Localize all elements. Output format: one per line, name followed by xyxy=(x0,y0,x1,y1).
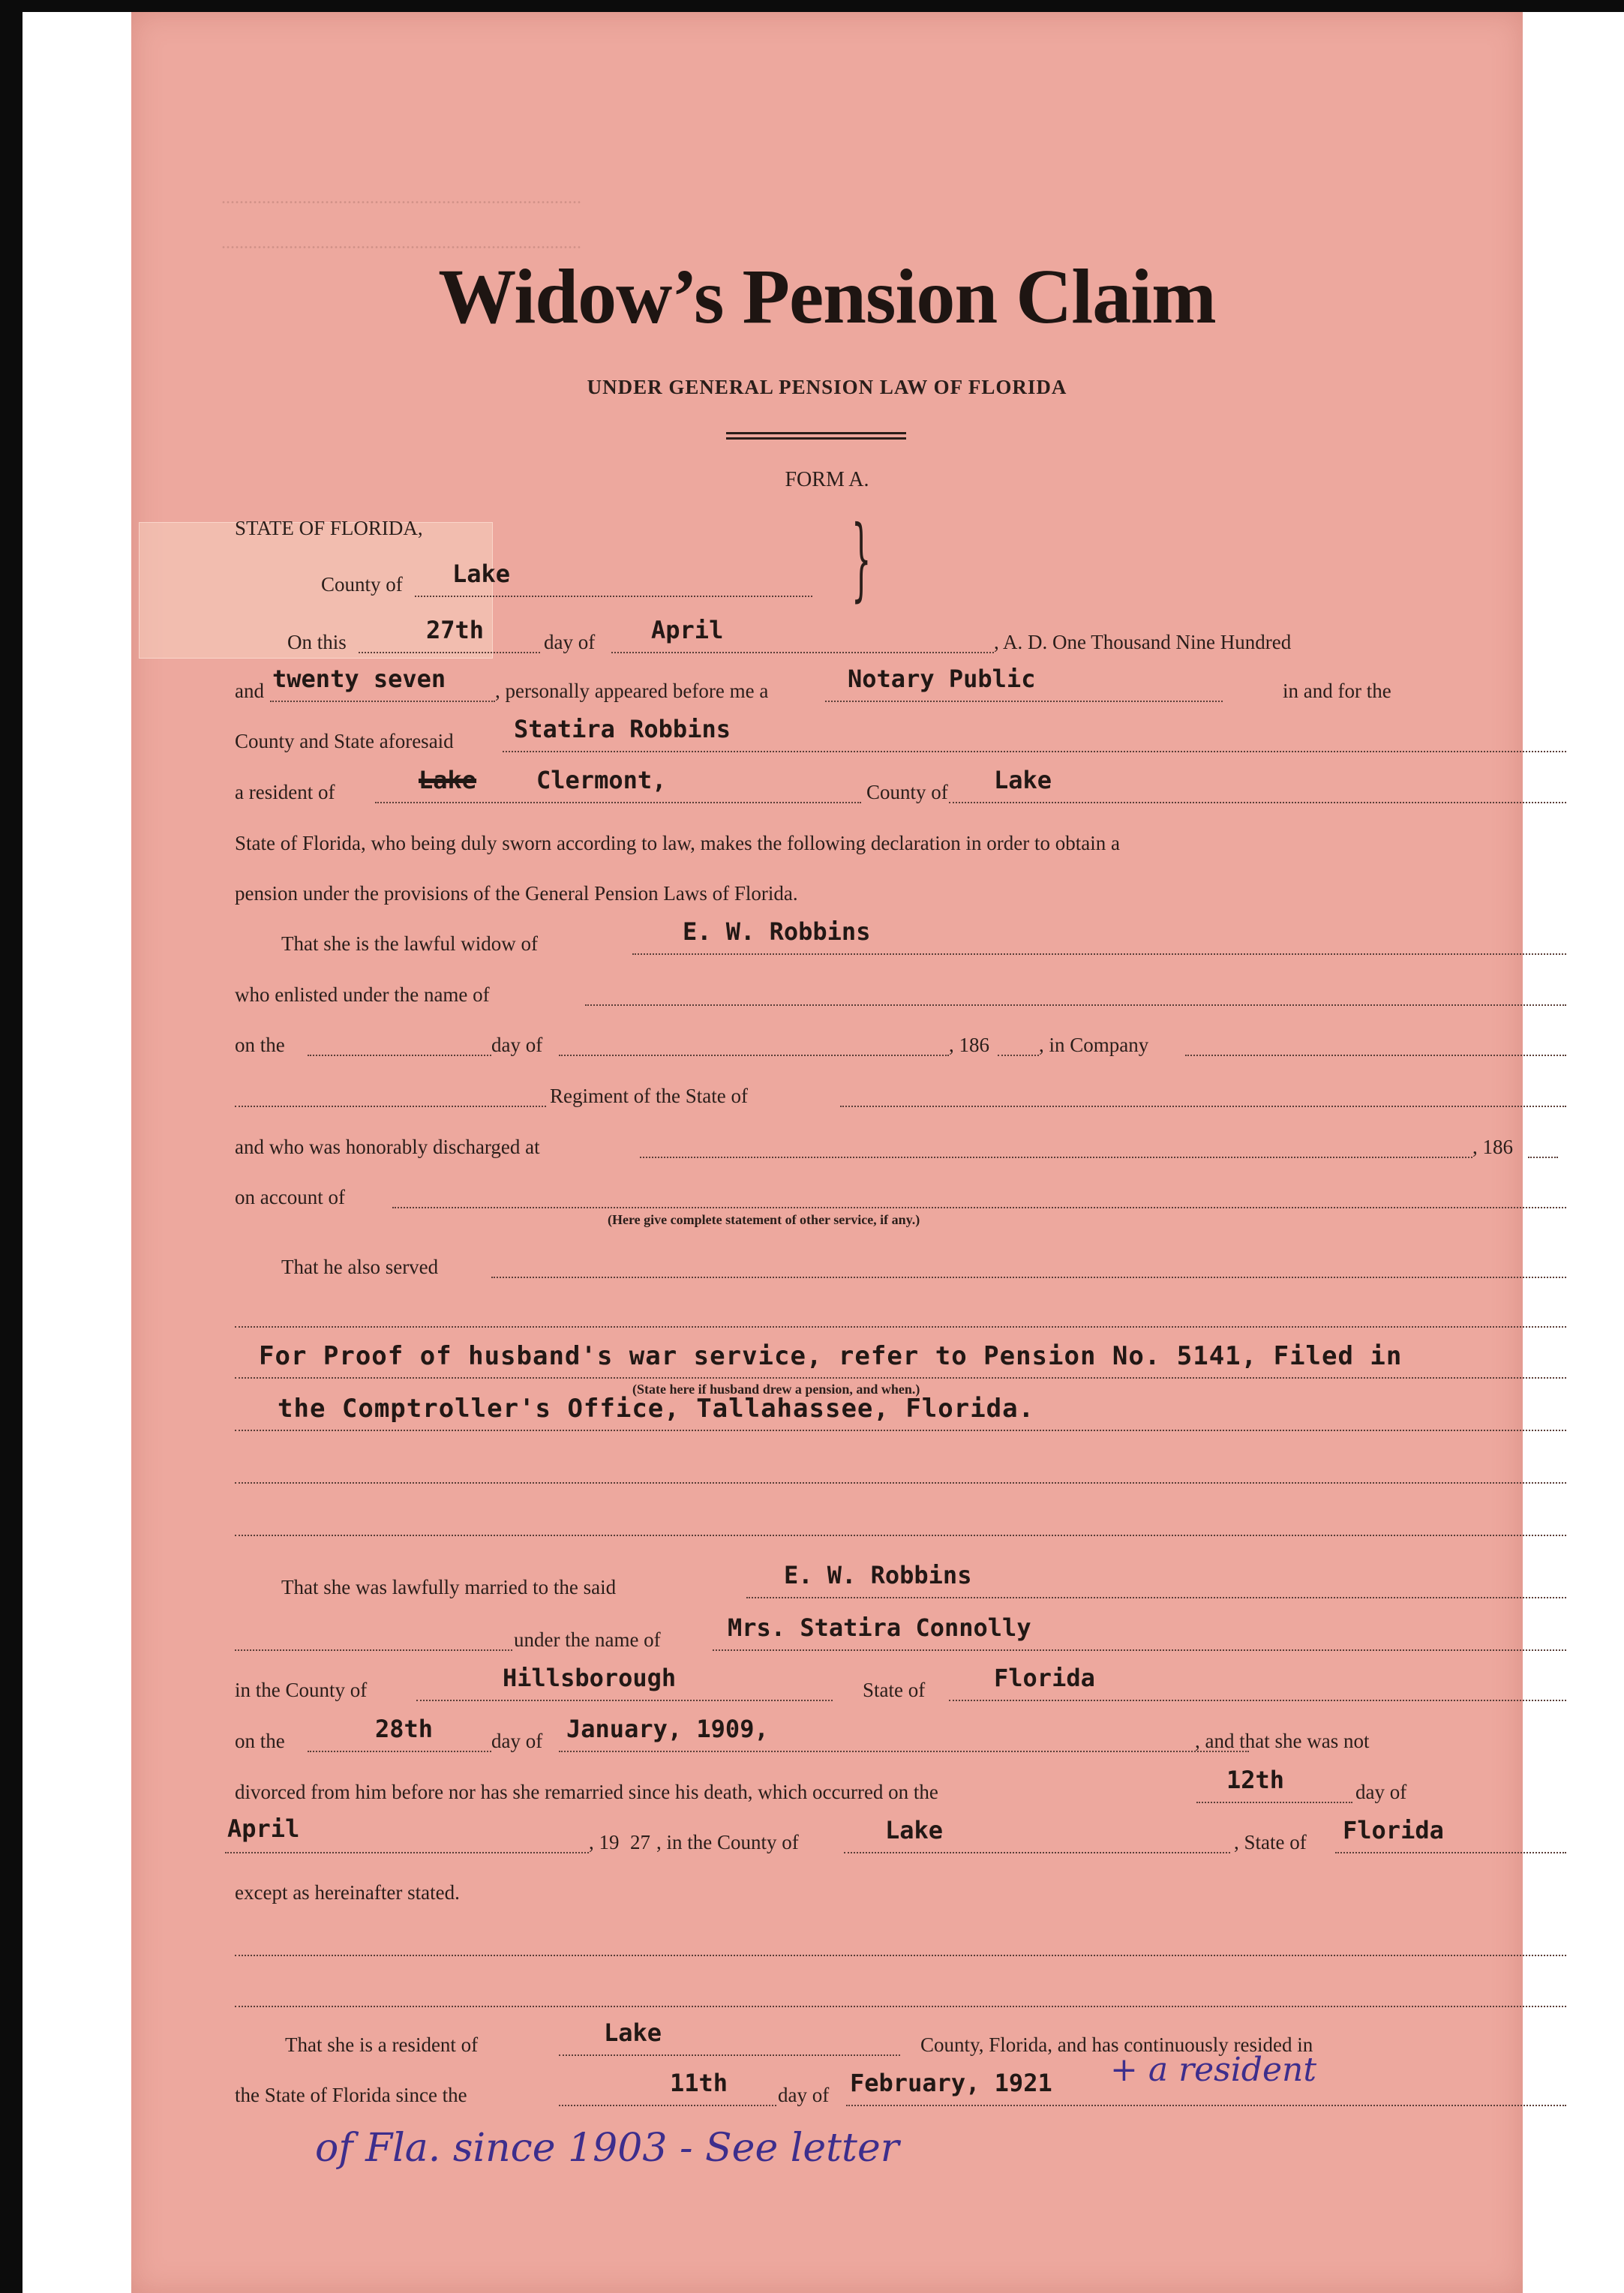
blank-line xyxy=(235,1460,1566,1484)
regiment-state-field xyxy=(840,1083,1566,1107)
regiment-text: Regiment of the State of xyxy=(550,1085,748,1107)
scanner-edge-left xyxy=(0,0,23,2293)
residence-text: That she is a resident of xyxy=(285,2033,479,2056)
marriage-day-of: day of xyxy=(491,1730,543,1752)
residence-county-text: County, Florida, and has continuously resided in xyxy=(920,2033,1313,2056)
county-of-label: County of xyxy=(866,781,948,803)
handwritten-note-2: of Fla. since 1903 - See letter xyxy=(315,2126,899,2171)
page-subtitle: UNDER GENERAL PENSION LAW OF FLORIDA xyxy=(587,376,1067,398)
regiment-field xyxy=(235,1083,546,1107)
marriage-state-text: State of xyxy=(863,1679,926,1701)
brace: } xyxy=(851,507,872,611)
document-page xyxy=(131,12,1523,2293)
state-label: STATE OF FLORIDA, xyxy=(235,517,423,539)
title-rule xyxy=(726,432,906,434)
day-of-label: day of xyxy=(544,631,596,653)
proof-line1: For Proof of husband's war service, refer to Pension No. 5141, Filed in xyxy=(259,1341,1403,1371)
bleed-through-text: ................................................................................ xyxy=(221,188,581,208)
discharged-field xyxy=(640,1134,1472,1158)
marriage-date-value: January, 1909, xyxy=(566,1715,769,1743)
since-day-of: day of xyxy=(778,2084,830,2106)
and-label: and xyxy=(235,680,264,702)
town-value: Clermont, xyxy=(536,766,667,794)
marriage-county-value: Hillsborough xyxy=(503,1664,677,1692)
married-husband-value: E. W. Robbins xyxy=(784,1561,972,1589)
enlisted-text: who enlisted under the name of xyxy=(235,983,490,1006)
husband-value: E. W. Robbins xyxy=(683,917,871,946)
on-account-field xyxy=(392,1184,1566,1208)
death-county-value: Lake xyxy=(885,1816,944,1844)
and-that-text: , and that she was not xyxy=(1195,1730,1370,1752)
scanner-edge-top xyxy=(0,0,1624,12)
year-value: twenty seven xyxy=(272,665,446,693)
appeared-text: , personally appeared before me a xyxy=(495,680,769,702)
married-text: That she was lawfully married to the said xyxy=(281,1576,617,1598)
enlist-month-field xyxy=(559,1032,949,1056)
official-value: Notary Public xyxy=(848,665,1036,693)
blank-line xyxy=(235,1512,1566,1536)
death-state-value: Florida xyxy=(1343,1816,1444,1844)
since-date-value: February, 1921 xyxy=(850,2069,1052,2097)
death-month-value: April xyxy=(227,1814,300,1843)
marriage-day-value: 28th xyxy=(375,1715,434,1743)
county-state-text: County and State aforesaid xyxy=(235,730,454,752)
proof-line2: the Comptroller's Office, Tallahassee, Florida. xyxy=(278,1394,1035,1424)
also-served-field xyxy=(491,1254,1566,1278)
on-the-label: on the xyxy=(235,1034,285,1056)
in-and-for-text: in and for the xyxy=(1283,680,1391,702)
blank-line xyxy=(235,1932,1566,1956)
marriage-state-value: Florida xyxy=(994,1664,1095,1692)
on-account-text: on account of xyxy=(235,1186,345,1208)
other-service-note: (Here give complete statement of other service, if any.) xyxy=(608,1212,920,1227)
day-value: 27th xyxy=(426,616,485,644)
resident-of-label: a resident of xyxy=(235,781,335,803)
discharged-year-label: , 186 xyxy=(1472,1136,1513,1158)
since-text: the State of Florida since the xyxy=(235,2084,467,2106)
since-day-field xyxy=(559,2082,776,2106)
since-day-value: 11th xyxy=(670,2069,728,2097)
marriage-county-text: in the County of xyxy=(235,1679,368,1701)
year-186-label: , 186 xyxy=(949,1034,989,1056)
discharged-text: and who was honorably discharged at xyxy=(235,1136,540,1158)
form-label: FORM A. xyxy=(785,468,869,491)
bleed-through-text: ................................................................................ xyxy=(221,233,581,253)
death-day-value: 12th xyxy=(1226,1766,1285,1794)
page-title: Widow’s Pension Claim xyxy=(438,254,1216,340)
struck-value: Lake xyxy=(419,766,477,794)
blank-line xyxy=(235,1983,1566,2007)
county-value: Lake xyxy=(452,560,511,588)
county-label: County of xyxy=(321,573,403,596)
divorced-text: divorced from him before nor has she remarried since his death, which occurred on the xyxy=(235,1781,938,1803)
enlist-day-field xyxy=(308,1032,491,1056)
company-label: , in Company xyxy=(1039,1034,1149,1056)
enlist-year-field xyxy=(998,1032,1039,1056)
handwritten-note-1: + a resident xyxy=(1110,2051,1317,2089)
marriage-on-the: on the xyxy=(235,1730,285,1752)
county2-value: Lake xyxy=(994,766,1052,794)
under-name-text: under the name of xyxy=(514,1628,661,1651)
company-field xyxy=(1185,1032,1566,1056)
declaration-line1: State of Florida, who being duly sworn according to law, makes the following declaration in order to obtain a xyxy=(235,832,1120,854)
death-day-of: day of xyxy=(1355,1781,1407,1803)
enlist-day-of: day of xyxy=(491,1034,543,1056)
also-served-field-2 xyxy=(235,1304,1566,1328)
title-rule xyxy=(726,437,906,440)
month-value: April xyxy=(651,616,724,644)
maiden-name-value: Mrs. Statira Connolly xyxy=(728,1613,1031,1642)
residence-county-value: Lake xyxy=(604,2018,662,2047)
except-text: except as hereinafter stated. xyxy=(235,1881,460,1904)
death-year-value: 27 xyxy=(630,1831,650,1853)
death-county-text: , in the County of xyxy=(656,1831,799,1853)
under-name-prefix-field xyxy=(235,1627,512,1651)
declaration-line2: pension under the provisions of the General Pension Laws of Florida. xyxy=(235,882,798,905)
claimant-value: Statira Robbins xyxy=(514,715,731,743)
widow-of-text: That she is the lawful widow of xyxy=(281,932,538,955)
death-state-text: , State of xyxy=(1234,1831,1307,1853)
death-year-prefix: , 19 xyxy=(589,1831,620,1853)
ad-text: , A. D. One Thousand Nine Hundred xyxy=(994,631,1292,653)
also-served-text: That he also served xyxy=(281,1256,439,1278)
pension-note: (State here if husband drew a pension, and when.) xyxy=(632,1382,920,1397)
on-this-label: On this xyxy=(287,631,347,653)
enlisted-field xyxy=(585,982,1566,1006)
discharged-year-field xyxy=(1528,1134,1558,1158)
